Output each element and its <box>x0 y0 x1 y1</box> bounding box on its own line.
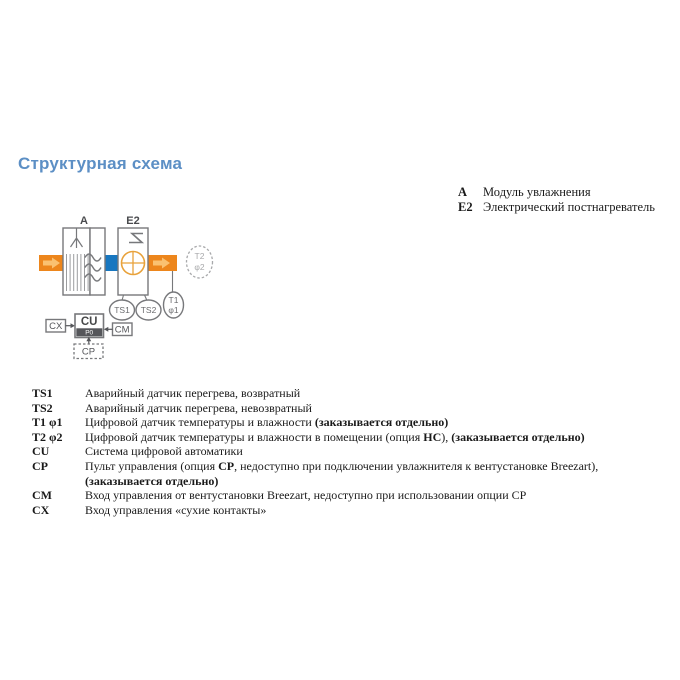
cp-remote-label: CP <box>81 346 96 358</box>
sensor-t2-label: T2 <box>194 251 205 261</box>
legend-label: CU <box>32 444 50 459</box>
legend-desc <box>85 430 660 445</box>
legend-text: Аварийный датчик перегрева, невозвратный <box>85 400 312 415</box>
control-unit-label: CU <box>80 316 98 328</box>
legend-text: Система цифровой автоматики <box>85 444 243 459</box>
legend-label: TS1 <box>32 386 53 400</box>
legend-text: Вход управления от вентустановки Breezart, недоступно при использовании опции CP <box>85 488 527 503</box>
legend-text: Пульт управления (опция <box>85 458 219 473</box>
legend-label: T2 φ2 <box>32 429 63 444</box>
cx-input-label: CX <box>49 321 63 332</box>
legend-row-ts2 <box>32 401 660 416</box>
legend-text: Вход управления «сухие контакты» <box>85 502 267 517</box>
legend-row-ts1 <box>32 386 660 401</box>
legend-text-bold: НС <box>423 429 442 444</box>
legend-label: TS2 <box>32 400 53 415</box>
legend-text-bold: CP <box>218 458 235 473</box>
sensor-ts2-label: TS2 <box>140 305 157 315</box>
control-unit-port-label: P0 <box>85 329 94 337</box>
sensor-t1-phi-label: φ1 <box>168 305 179 315</box>
component-legend-row-a <box>458 185 655 200</box>
legend-text-bold: (заказывается отдельно) <box>451 429 585 444</box>
legend-text-bold: (заказывается отдельно) <box>314 415 449 430</box>
component-text-a: Модуль увлажнения <box>483 185 591 199</box>
legend-row-t1 <box>32 415 660 430</box>
page-title: Структурная схема <box>18 154 183 173</box>
legend-text: Аварийный датчик перегрева, возвратный <box>85 386 301 400</box>
legend-row-t2 <box>32 430 660 445</box>
legend-text: , недоступно при подключении увлажнителя к вентустановке Breezart), <box>234 458 599 473</box>
legend-desc <box>85 503 660 518</box>
legend-desc <box>85 386 660 401</box>
legend-row-cp <box>32 459 660 488</box>
sensor-stub-lines <box>122 295 147 301</box>
legend-desc <box>85 444 660 459</box>
legend-desc <box>85 401 660 416</box>
humidified-air-segment <box>105 255 118 271</box>
abbreviations-legend <box>32 386 660 517</box>
legend-text-bold: (заказывается отдельно) <box>85 473 219 488</box>
humidifier-media-lines <box>67 254 89 291</box>
sensor-ts1-label: TS1 <box>114 305 130 315</box>
component-legend <box>458 185 655 215</box>
legend-label: CX <box>32 502 50 517</box>
legend-label: CM <box>32 488 52 503</box>
structural-scheme-diagram <box>30 205 230 370</box>
cm-arrowhead-icon <box>104 327 109 332</box>
legend-desc <box>85 415 660 430</box>
legend-text: Цифровой датчик температуры и влажности в помещении (опция <box>85 429 424 444</box>
legend-text: ), <box>441 429 452 444</box>
heater-e2-label: E2 <box>126 215 140 227</box>
legend-text: Цифровой датчик температуры и влажности <box>85 415 315 430</box>
sensor-t2-phi-label: φ2 <box>194 262 205 272</box>
legend-row-cx <box>32 503 660 518</box>
sensor-t1-label: T1 <box>168 295 179 305</box>
legend-desc <box>85 488 660 503</box>
component-label-e2: E2 <box>458 200 473 214</box>
legend-desc <box>85 459 660 488</box>
component-legend-row-e2 <box>458 200 655 215</box>
module-a-label: A <box>80 215 88 227</box>
legend-row-cu <box>32 444 660 459</box>
legend-label: T1 φ1 <box>32 415 63 430</box>
cm-input-label: CM <box>114 324 130 336</box>
legend-row-cm <box>32 488 660 503</box>
legend-label: CP <box>32 458 48 473</box>
component-label-a: A <box>458 185 468 199</box>
component-text-e2: Электрический постнагреватель <box>483 200 655 214</box>
